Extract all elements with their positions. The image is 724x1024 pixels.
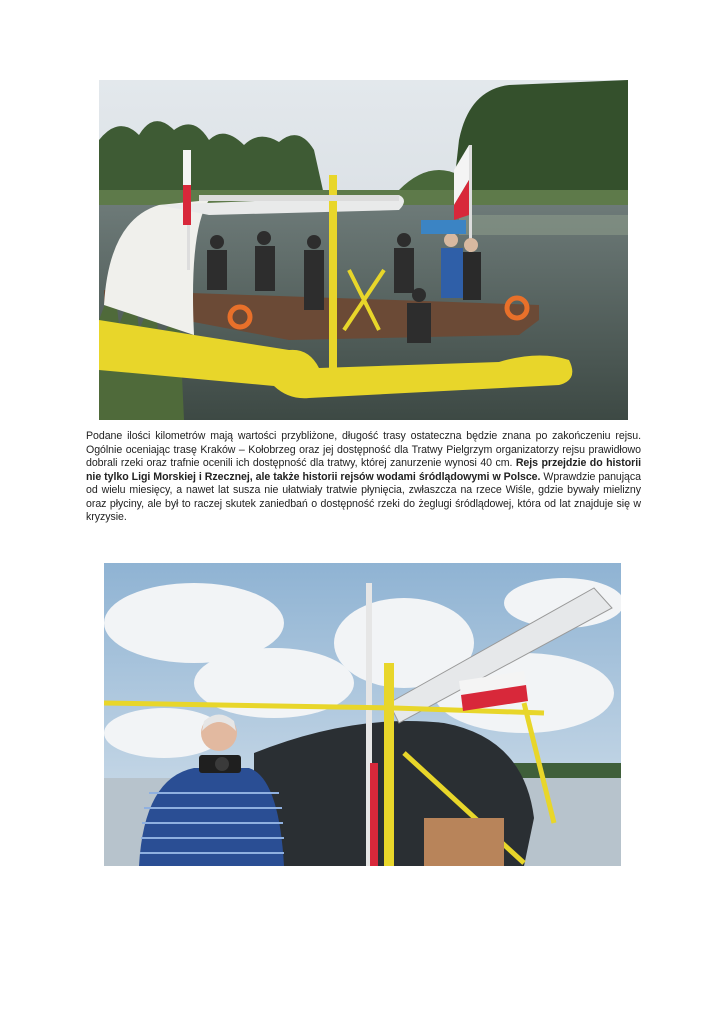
man-photo-illustration — [104, 563, 621, 866]
camera-lens — [215, 757, 229, 771]
paragraph-text-2: Wprawdzie panująca od wielu miesięcy, a nawet lat susza nie ułatwiały tratwie płynięcia, zwłaszcza na rzece Wiśle, gdzie bywały mielizny oraz płyciny, ale był to raczej skutek zaniedbań o dostępność rzeki do żeglugi śródlądowej, która od lat znajduje się w kryzysie. — [86, 470, 641, 523]
photo-man-with-camera — [104, 563, 621, 866]
boom — [199, 195, 399, 201]
wooden-crate — [424, 818, 504, 866]
yellow-mast — [329, 175, 337, 375]
flag-left-white — [183, 150, 191, 185]
paragraph-bold-text: Rejs przejdzie do historii nie tylko Ligi Morskiej i Rzecznej, ale także historii rejsów wodami śródlądowymi w Polsce. — [86, 457, 641, 483]
body-paragraph — [86, 430, 641, 525]
raft-photo-illustration — [99, 80, 628, 420]
photo-raft-crew — [99, 80, 628, 420]
flag-left-red — [183, 185, 191, 225]
reed-bank — [459, 215, 628, 235]
yellow-mast — [384, 663, 394, 866]
paragraph-text-1: Podane ilości kilometrów mają wartości przybliżone, długość trasy ostateczna będzie znana po zakończeniu rejsu. Ogólnie oceniając trasę Kraków – Kołobrzeg oraz jej dostępność dla Tratwy Pielgrzym organizatorzy rejsu prawidłowo dobrali rzeki oraz trafnie ocenili ich dostępność dla tratwy, której zanurzenie wynosi 40 cm. — [86, 430, 641, 469]
blue-canopy — [421, 220, 466, 234]
red-mast-base — [370, 763, 378, 866]
